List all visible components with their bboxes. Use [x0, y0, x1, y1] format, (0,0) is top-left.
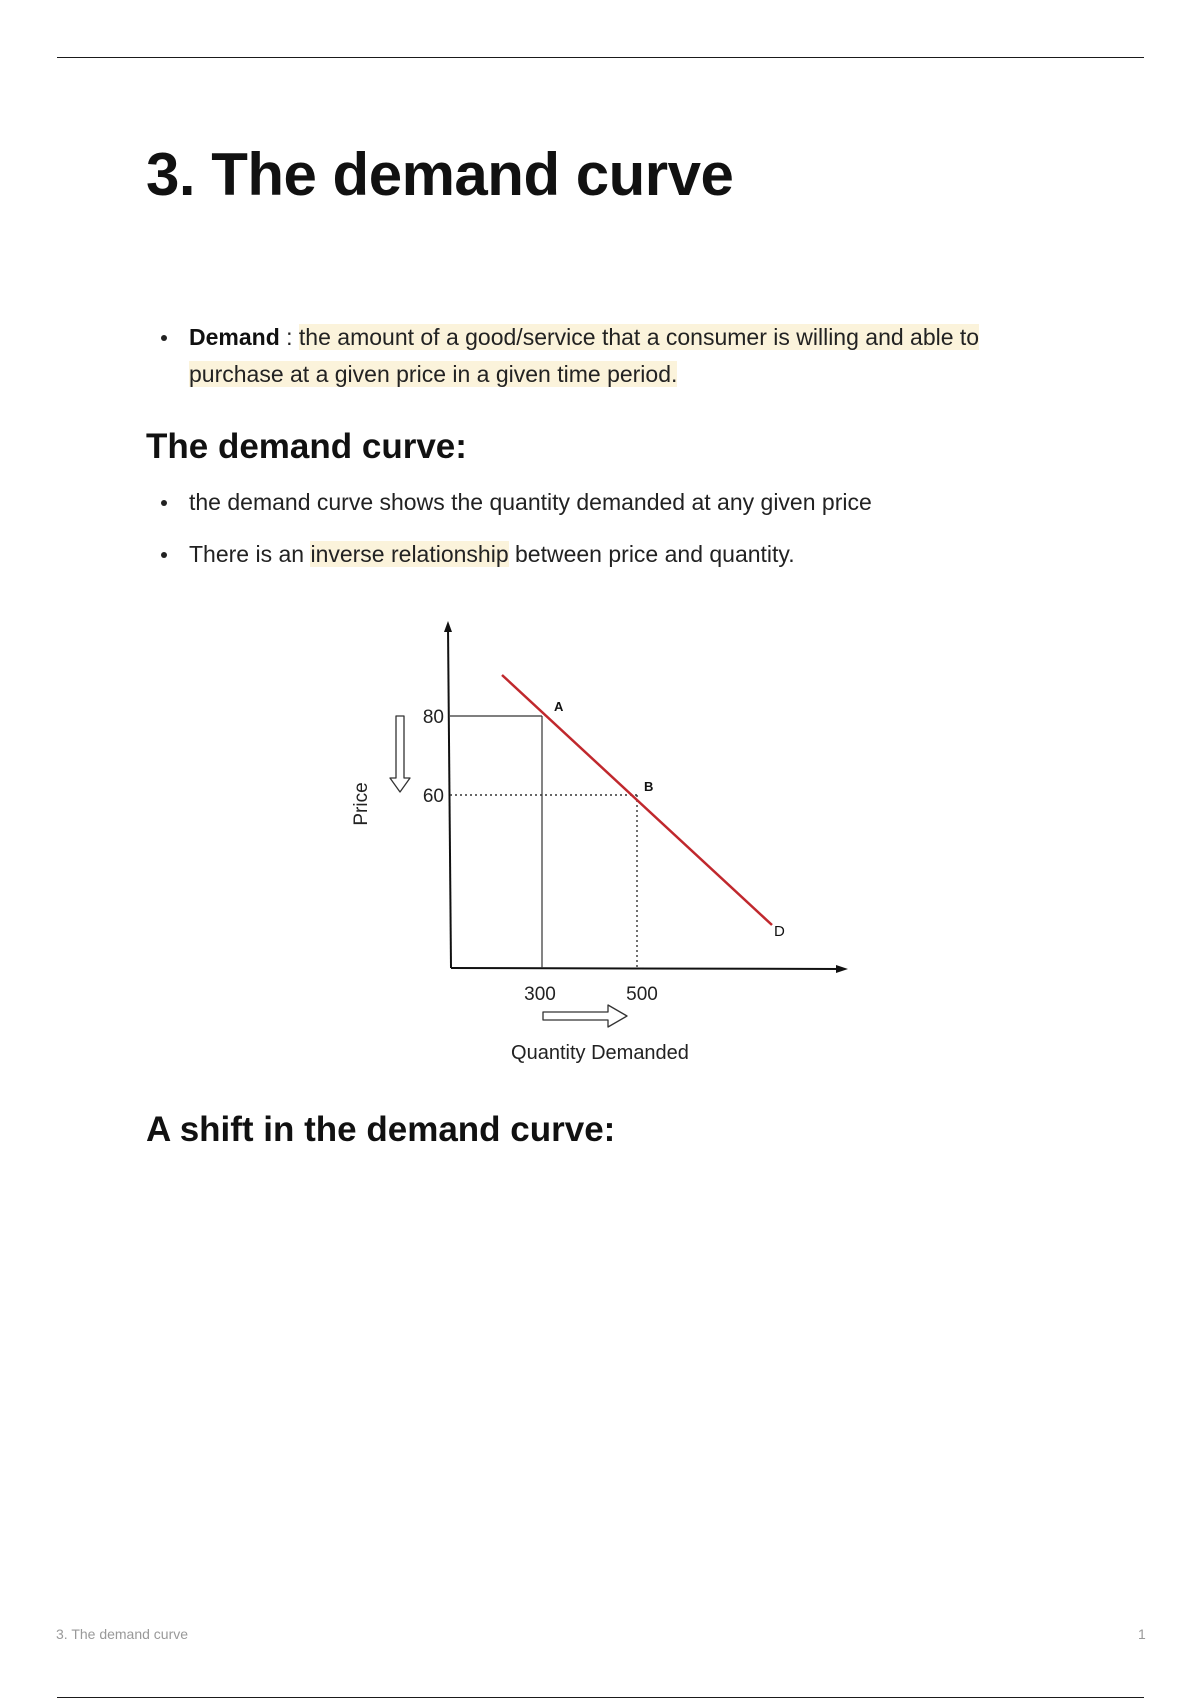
definition-text: the amount of a good/service that a consumer is willing and able to purchase at a given price in a given time period.	[189, 324, 980, 387]
x-axis-label: Quantity Demanded	[511, 1042, 689, 1064]
x-tick-300: 300	[524, 984, 556, 1005]
point-label-a: A	[554, 699, 564, 714]
demand-curve-chart	[340, 612, 860, 1072]
curve-label-d: D	[774, 923, 785, 940]
top-rule	[57, 57, 1144, 58]
bullet-item	[146, 536, 1076, 573]
y-tick-60: 60	[422, 786, 444, 807]
section-heading-demand-curve: The demand curve:	[146, 427, 467, 466]
definition-item	[146, 319, 1076, 393]
point-label-b: B	[644, 779, 654, 794]
definition-list	[146, 319, 1076, 393]
bullet-text-start: There is an	[189, 541, 311, 567]
definition-separator: :	[279, 324, 299, 350]
page-title: 3. The demand curve	[146, 141, 734, 208]
bottom-rule	[57, 1697, 1144, 1698]
bullet-item	[146, 484, 1076, 521]
y-axis-arrowhead	[444, 621, 452, 632]
x-axis	[451, 968, 842, 969]
footer-page-number: 1	[1138, 1626, 1146, 1642]
y-tick-80: 80	[422, 707, 444, 728]
footer-title: 3. The demand curve	[56, 1626, 189, 1642]
bullet-text: the demand curve shows the quantity demanded at any given price	[189, 489, 872, 515]
section-heading-shift: A shift in the demand curve:	[146, 1110, 616, 1149]
quantity-right-arrow-icon	[543, 1005, 627, 1027]
highlighted-phrase: inverse relationship	[310, 541, 509, 567]
y-axis-label: Price	[351, 782, 372, 826]
definition-term: Demand	[189, 324, 280, 350]
bullet-text-end: between price and quantity.	[508, 541, 795, 567]
demand-curve-bullets	[146, 484, 1076, 588]
price-down-arrow-icon	[390, 716, 410, 792]
x-tick-500: 500	[626, 984, 658, 1005]
y-axis	[448, 627, 451, 968]
x-axis-arrowhead	[836, 965, 848, 973]
